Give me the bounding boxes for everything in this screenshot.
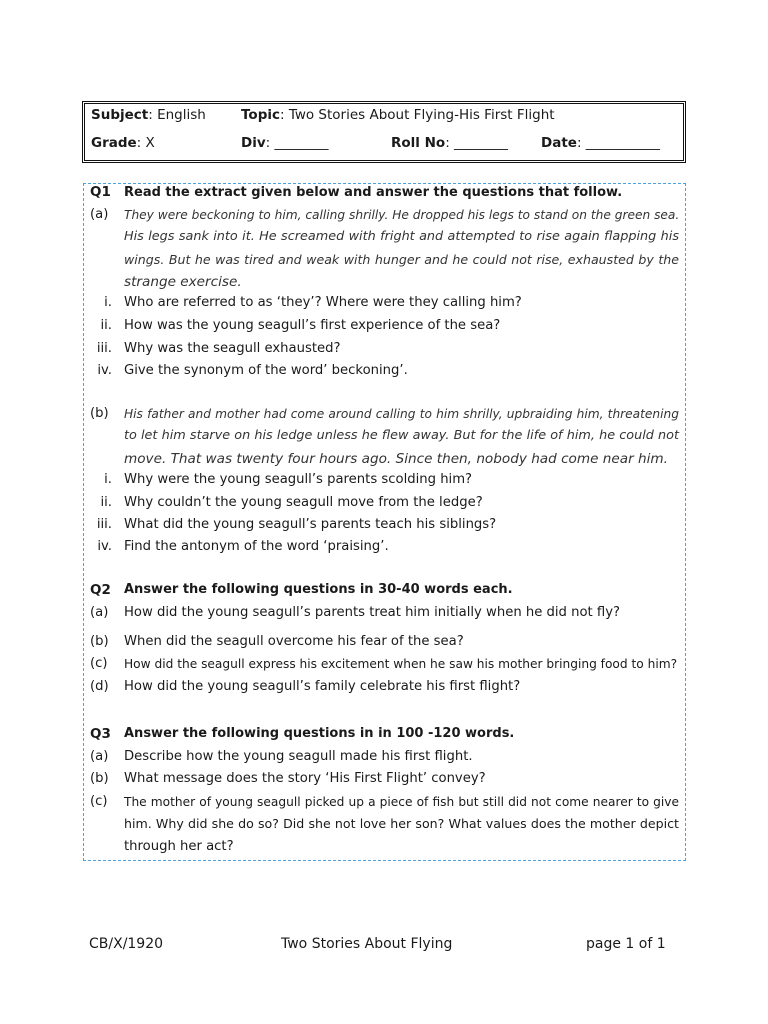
footer-title: Two Stories About Flying [281, 936, 453, 952]
q2-c-text: How did the seagull express his excitement when he saw his mother bringing food to him? [124, 657, 678, 671]
q3-c-label: (c) [90, 794, 108, 809]
header-row-2 [85, 135, 683, 157]
q1-b-label: (b) [90, 406, 109, 421]
q1-a-i-text: Who are referred to as ‘they’? Where were they calling him? [124, 295, 522, 310]
q1-b-iii-text: What did the young seagull’s parents teach his siblings? [124, 517, 497, 532]
extract-line: His father and mother had come around calling to him shrilly, upbraiding him, threatening [124, 407, 679, 421]
extract-line: to let him starve on his ledge unless he flew away. But for the life of him, he could not [124, 428, 679, 444]
q3-a-label: (a) [90, 749, 109, 764]
q2-c-label: (c) [90, 656, 108, 671]
q1-b-i-num: i. [104, 472, 112, 487]
q1-a-ii-num: ii. [100, 318, 112, 333]
q1-b-ii-text: Why couldn’t the young seagull move from the ledge? [124, 495, 483, 510]
q3-b-text: What message does the story ‘His First Flight’ convey? [124, 771, 486, 786]
q2-number: Q2 [90, 582, 111, 598]
grade-field: Grade: X [91, 135, 155, 151]
question-line: him. Why did she do so? Did she not love her son? What values does the mother depict [124, 816, 679, 832]
q1-b-iii-num: iii. [96, 517, 112, 532]
q3-heading: Answer the following questions in in 100 -120 words. [124, 726, 515, 741]
header-row-1 [85, 107, 683, 129]
q1-a-label: (a) [90, 207, 109, 222]
q2-d-label: (d) [90, 679, 109, 694]
extract-line: They were beckoning to him, calling shrilly. He dropped his legs to stand on the green sea. [124, 208, 680, 222]
q1-b-extract [124, 403, 679, 470]
q1-b-iv-num: iv. [97, 539, 112, 554]
roll-no-field: Roll No: ________ [391, 135, 509, 151]
extract-line: His legs sank into it. He screamed with fright and attempted to rise again flapping his [124, 229, 679, 245]
q3-number: Q3 [90, 726, 111, 742]
header-box [82, 101, 686, 163]
div-field: Div: ________ [241, 135, 329, 151]
q1-a-extract [124, 204, 679, 293]
q3-b-label: (b) [90, 771, 109, 786]
q1-number: Q1 [90, 184, 111, 200]
q1-heading: Read the extract given below and answer the questions that follow. [124, 185, 623, 200]
question-line: The mother of young seagull picked up a piece of fish but still did not come nearer to give [124, 795, 679, 809]
extract-line: wings. But he was tired and weak with hunger and he could not rise, exhausted by the [124, 251, 679, 267]
q1-b-i-text: Why were the young seagull’s parents scolding him? [124, 472, 473, 487]
q1-a-iii-text: Why was the seagull exhausted? [124, 341, 341, 356]
q2-d-text: How did the young seagull’s family celebrate his first flight? [124, 679, 521, 694]
footer-code: CB/X/1920 [89, 936, 164, 952]
q1-a-iii-num: iii. [96, 341, 112, 356]
q1-a-ii-text: How was the young seagull’s first experience of the sea? [124, 318, 501, 333]
q2-heading: Answer the following questions in 30-40 words each. [124, 582, 513, 597]
q1-b-iv-text: Find the antonym of the word ‘praising’. [124, 539, 389, 554]
q2-b-text: When did the seagull overcome his fear of the sea? [124, 634, 464, 649]
topic-field: Topic: Two Stories About Flying-His First Flight [241, 107, 555, 123]
question-line: through her act? [124, 838, 234, 854]
q1-a-iv-num: iv. [97, 363, 112, 378]
q3-a-text: Describe how the young seagull made his first flight. [124, 749, 473, 764]
date-field: Date: ___________ [541, 135, 661, 151]
footer-page-number: page 1 of 1 [586, 936, 666, 952]
q1-a-i-num: i. [104, 295, 112, 310]
q2-b-label: (b) [90, 634, 109, 649]
q2-a-text: How did the young seagull’s parents treat him initially when he did not fly? [124, 605, 621, 620]
q3-c-text [124, 791, 679, 858]
extract-line: move. That was twenty four hours ago. Since then, nobody had come near him. [124, 450, 668, 467]
q2-a-label: (a) [90, 605, 109, 620]
extract-line: strange exercise. [124, 273, 242, 290]
q1-a-iv-text: Give the synonym of the word’ beckoning’. [124, 363, 408, 378]
subject-field: Subject: English [91, 107, 206, 123]
q1-b-ii-num: ii. [100, 495, 112, 510]
